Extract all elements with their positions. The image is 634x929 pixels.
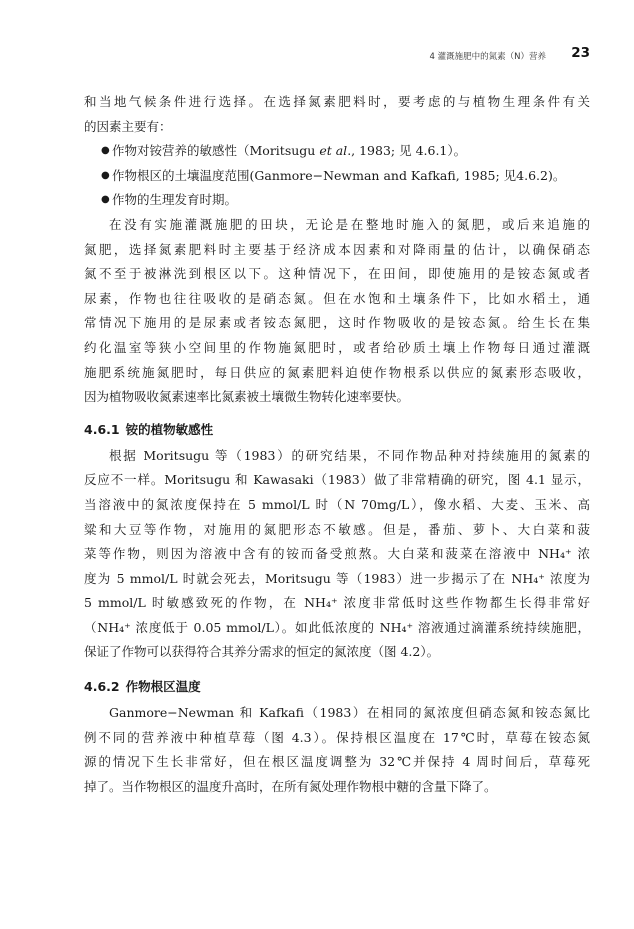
- bullet-item-3: [84, 188, 590, 213]
- running-header: [84, 45, 590, 65]
- para1-line-3: 氮不至于被淋洗到根区以下。这种情况下，在田间，即使施用的是铵态氮或者: [84, 266, 590, 282]
- sec2-line-3: 源的情况下生长非常好，但在根区温度调整为 32℃并保持 4 周时间后，草莓死: [84, 754, 590, 770]
- para1-line-5: 常情况下施用的是尿素或者铵态氮肥，这时作物吸收的是铵态氮。给生长在集: [84, 315, 590, 331]
- bullet-dot-icon: ●: [101, 145, 110, 157]
- sec1-line-5: 菜等作物，则因为溶液中含有的铵而备受煎熬。大白菜和菠菜在溶液中 NH₄⁺ 浓: [84, 546, 590, 562]
- section-title: 作物根区温度: [125, 679, 201, 695]
- body-text: [84, 90, 590, 799]
- bullet-dot-icon: ●: [101, 169, 110, 181]
- para1-line-8: 因为植物吸收氮素速率比氮素被土壤微生物转化速率要快。: [84, 389, 410, 405]
- intro-line-1: 和当地气候条件进行选择。在选择氮素肥料时，要考虑的与植物生理条件有关: [84, 94, 590, 109]
- intro-line-2: 的因素主要有：: [84, 118, 172, 134]
- bullet-1-italic: et al: [319, 143, 348, 159]
- para1-line-2: 氮肥，选择氮素肥料时主要基于经济成本因素和对降雨量的估计，以确保硝态: [84, 241, 590, 257]
- sec1-line-1: 根据 Moritsugu 等（1983）的研究结果，不同作物品种对持续施用的氮素的: [109, 447, 590, 463]
- section-heading-4-6-1: [84, 420, 590, 440]
- sec1-line-4: 粱和大豆等作物，对施用的氮肥形态不敏感。但是，番茄、萝卜、大白菜和菠: [84, 521, 590, 537]
- sec2-line-4: 掉了。当作物根区的温度升高时，在所有氮处理作物根中糖的含量下降了。: [84, 778, 497, 794]
- section-title: 铵的植物敏感性: [125, 421, 214, 437]
- para1-line-6: 约化温室等狭小空间里的作物施氮肥时，或者给砂质土壤上作物每日通过灌溉: [84, 339, 590, 355]
- sec1-line-6: 度为 5 mmol/L 时就会死去，Moritsugu 等（1983）进一步揭示了在 NH₄⁺ 浓度为: [84, 570, 590, 586]
- bullet-2-text: 作物根区的土壤温度范围(Ganmore−Newman and Kafkafi, 1985; 见4.6.2)。: [112, 167, 566, 183]
- page-number: 23: [571, 45, 590, 61]
- para1-line-1: 在没有实施灌溉施肥的田块，无论是在整地时施入的氮肥，或后来追施的: [109, 216, 590, 232]
- sec1-line-2: 反应不一样。Moritsugu 和 Kawasaki（1983）做了非常精确的研究，图 4.1 显示，: [84, 472, 590, 488]
- bullet-item-2: [84, 164, 590, 189]
- bullet-3-text: 作物的生理发育时期。: [112, 192, 238, 208]
- section-number: 4.6.1: [84, 421, 120, 437]
- para1-line-7: 施肥系统施氮肥时，每日供应的氮素肥料迫使作物根系以供应的氮素形态吸收，: [84, 364, 590, 380]
- section-number: 4.6.2: [84, 679, 120, 695]
- section-heading-4-6-2: [84, 677, 590, 697]
- sec1-line-8: （NH₄⁺ 浓度低于 0.05 mmol/L）。如此低浓度的 NH₄⁺ 溶液通过滴灌系统持续施肥，: [84, 619, 590, 635]
- sec2-line-2: 例不同的营养液中种植草莓（图 4.3）。保持根区温度在 17℃时，草莓在铵态氮: [84, 729, 590, 745]
- bullet-item-1: [84, 139, 590, 164]
- bullet-dot-icon: ●: [101, 194, 110, 206]
- bullet-1-pre: 作物对铵营养的敏感性（Moritsugu: [112, 143, 320, 159]
- bullet-1-post: ., 1983; 见 4.6.1）。: [347, 143, 467, 159]
- chapter-title: 4 灌溉施肥中的氮素（N）营养: [429, 52, 546, 62]
- para1-line-4: 尿素，作物也往往吸收的是硝态氮。但在水饱和土壤条件下，比如水稻土，通: [84, 290, 590, 306]
- sec2-line-1: Ganmore−Newman 和 Kafkafi（1983）在相同的氮浓度但硝态氮和铵态氮比: [109, 705, 590, 721]
- sec1-line-3: 当溶液中的氮浓度保持在 5 mmol/L 时（N 70mg/L），像水稻、大麦、玉米、高: [84, 496, 590, 512]
- sec1-line-9: 保证了作物可以获得符合其养分需求的恒定的氮浓度（图 4.2）。: [84, 644, 440, 660]
- sec1-line-7: 5 mmol/L 时敏感致死的作物，在 NH₄⁺ 浓度非常低时这些作物都生长得非常好: [84, 595, 590, 611]
